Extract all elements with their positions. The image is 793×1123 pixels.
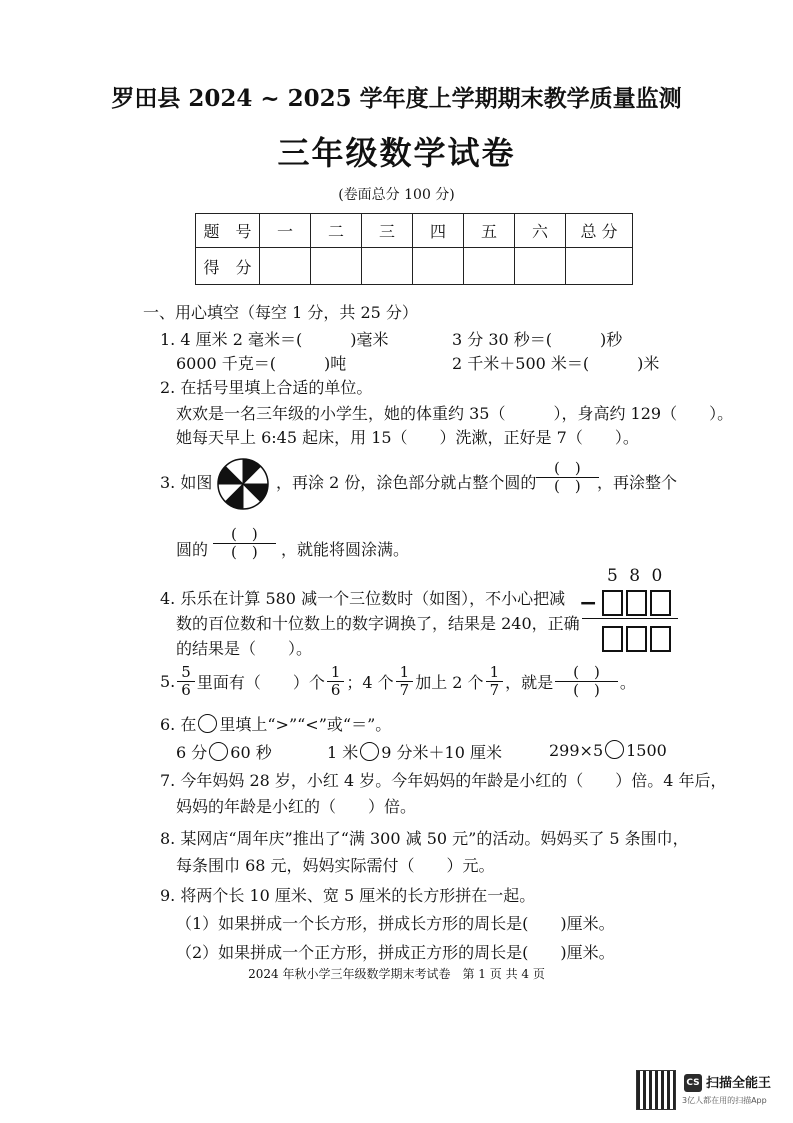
q6-a-right: 60 秒 — [230, 743, 272, 762]
fraction-numerator: ( ) — [555, 664, 618, 682]
total-score-note: (卷面总分 100 分) — [338, 187, 455, 203]
score-table-col: 二 — [311, 214, 362, 248]
fraction-numerator: 1 — [396, 664, 414, 682]
fraction-numerator: ( ) — [213, 526, 276, 544]
q3-intro: 3. 如图 — [160, 473, 213, 492]
q8-line2: 每条围巾 68 元，妈妈实际需付（ ）元。 — [176, 856, 495, 875]
q3-line2-start: 圆的 — [176, 540, 209, 559]
difference-digit-box[interactable] — [650, 626, 671, 652]
fraction-numerator: 1 — [486, 664, 504, 682]
q6-stem-end: 里填上“>”“<”或“＝”。 — [219, 715, 392, 734]
fraction-denominator: ( ) — [573, 680, 600, 699]
q9-part-2: （2）如果拼成一个正方形，拼成正方形的周长是( )厘米。 — [176, 943, 615, 962]
score-table-col: 六 — [515, 214, 566, 248]
q4-minuend: 5 8 0 — [607, 566, 666, 586]
score-cell[interactable] — [260, 248, 311, 285]
q8-line1: 8. 某网店“周年庆”推出了“满 300 减 50 元”的活动。妈妈买了 5 条围巾， — [160, 829, 689, 848]
subtrahend-digit-box[interactable] — [650, 590, 671, 616]
camscanner-name: 扫描全能王 — [706, 1076, 772, 1091]
score-table — [195, 213, 633, 285]
q6-a-left: 6 分 — [176, 743, 208, 762]
pie-figure-icon — [216, 457, 270, 511]
fraction-denominator: 7 — [489, 680, 500, 699]
score-cell[interactable] — [515, 248, 566, 285]
q6-stem — [160, 712, 391, 735]
q6-c-left: 299×5 — [549, 741, 604, 760]
fraction-one-seventh — [486, 664, 504, 698]
fraction-denominator: ( ) — [554, 476, 581, 495]
vertical-subtraction-line — [582, 618, 678, 619]
fraction-denominator: ( ) — [231, 542, 258, 561]
camscanner-tagline: 3亿人都在用的扫描App — [682, 1096, 767, 1105]
score-table-col: 四 — [413, 214, 464, 248]
q5-text-b: ；4 个 — [346, 672, 394, 692]
q4-line3: 的结果是（ ）。 — [176, 639, 313, 658]
q1-part-b: 3 分 30 秒＝( )秒 — [452, 330, 623, 349]
compare-circle-icon — [198, 714, 217, 733]
compare-circle-blank[interactable] — [209, 742, 228, 761]
fraction-one-seventh — [396, 664, 414, 698]
fraction-numerator: ( ) — [536, 460, 599, 478]
q6-b-left: 1 米 — [327, 743, 359, 762]
difference-digit-box[interactable] — [602, 626, 623, 652]
q5-number: 5. — [160, 671, 176, 691]
q3-fraction-blank-2[interactable] — [213, 526, 276, 560]
q5-text-c: 加上 2 个 — [415, 672, 484, 692]
q5-text-e: 。 — [619, 672, 636, 692]
q5-fraction-blank[interactable] — [555, 664, 618, 698]
q6-b-right: 9 分米＋10 厘米 — [381, 743, 502, 762]
fraction-numerator: 1 — [327, 664, 345, 682]
q7-line2: 妈妈的年龄是小红的（ ）倍。 — [176, 797, 417, 816]
q4-line1: 4. 乐乐在计算 580 减一个三位数时（如图），不小心把减 — [160, 589, 566, 608]
score-cell[interactable] — [464, 248, 515, 285]
exam-header-title: 罗田县 2024 ~ 2025 学年度上学期期末教学质量监测 — [111, 85, 682, 112]
q3-mid: ，再涂 2 份，涂色部分就占整个圆的 — [276, 473, 537, 492]
q2-line1: 欢欢是一名三年级的小学生，她的体重约 35（ ），身高约 129（ ）。 — [176, 404, 734, 423]
fraction-five-sixths — [177, 664, 195, 698]
q1-part-d: 2 千米＋500 米＝( )米 — [452, 354, 660, 373]
q9-part-1: （1）如果拼成一个长方形，拼成长方形的周长是( )厘米。 — [176, 914, 615, 933]
q6-stem-start: 6. 在 — [160, 715, 197, 734]
score-table-col: 五 — [464, 214, 515, 248]
score-cell[interactable] — [311, 248, 362, 285]
compare-circle-blank[interactable] — [360, 742, 379, 761]
q3-line2-end: ，就能将圆涂满。 — [281, 540, 410, 559]
q5-text-d: ，就是 — [505, 672, 554, 692]
q5-text-a: 里面有（ ）个 — [196, 672, 325, 692]
q4-minus-sign: − — [579, 590, 598, 616]
q7-line1: 7. 今年妈妈 28 岁，小红 4 岁。今年妈妈的年龄是小红的（ ）倍。4 年后， — [160, 771, 727, 790]
score-table-header: 题 号 — [196, 214, 260, 248]
q3-fraction-blank-1[interactable] — [536, 460, 599, 494]
q1-part-c: 6000 千克＝( )吨 — [176, 354, 347, 373]
score-cell[interactable] — [566, 248, 633, 285]
score-cell[interactable] — [362, 248, 413, 285]
fraction-denominator: 6 — [330, 680, 341, 699]
q4-line2: 数的百位数和十位数上的数字调换了，结果是 240，正确 — [176, 614, 580, 633]
score-table-row-label: 得 分 — [196, 248, 260, 285]
score-cell[interactable] — [413, 248, 464, 285]
q2-line2: 她每天早上 6:45 起床，用 15（ ）洗漱，正好是 7（ ）。 — [176, 428, 639, 447]
q1-part-a: 1. 4 厘米 2 毫米＝( )毫米 — [160, 330, 389, 349]
q6-item-c — [549, 740, 667, 760]
fraction-one-sixth — [327, 664, 345, 698]
subtrahend-digit-box[interactable] — [626, 590, 647, 616]
page-footer: 2024 年秋小学三年级数学期末考试卷 第 1 页 共 4 页 — [248, 967, 545, 981]
score-table-col: 一 — [260, 214, 311, 248]
subtrahend-digit-box[interactable] — [602, 590, 623, 616]
q6-item-b — [327, 740, 502, 763]
score-table-col: 三 — [362, 214, 413, 248]
q6-item-a — [176, 740, 272, 763]
q9-stem: 9. 将两个长 10 厘米、宽 5 厘米的长方形拼在一起。 — [160, 886, 536, 905]
score-table-col: 总 分 — [566, 214, 633, 248]
difference-digit-box[interactable] — [626, 626, 647, 652]
exam-subject-title: 三年级数学试卷 — [277, 134, 516, 172]
q3-end: ，再涂整个 — [597, 473, 678, 492]
q2-stem: 2. 在括号里填上合适的单位。 — [160, 378, 373, 397]
q6-c-right: 1500 — [626, 741, 667, 760]
q5-line — [160, 664, 636, 698]
fraction-denominator: 6 — [181, 680, 191, 699]
section-1-title: 一、用心填空（每空 1 分，共 25 分） — [143, 303, 418, 322]
compare-circle-blank[interactable] — [605, 740, 624, 759]
qr-code-icon — [636, 1070, 676, 1110]
camscanner-logo: CS — [684, 1074, 702, 1092]
fraction-numerator: 5 — [177, 664, 195, 682]
fraction-denominator: 7 — [399, 680, 410, 699]
